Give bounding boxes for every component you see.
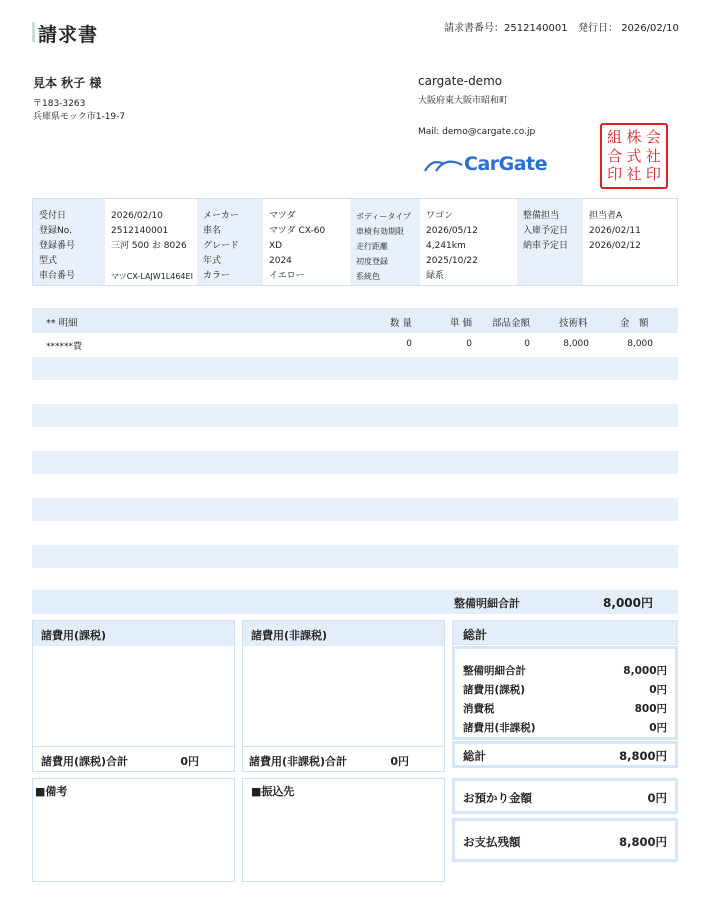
col-parts: 部品金額 — [492, 318, 531, 329]
table-row — [32, 404, 678, 428]
detail-rows — [32, 333, 678, 592]
col-qty: 数 量 — [390, 318, 413, 329]
untaxed-fees-box — [242, 620, 445, 772]
issue-date — [578, 19, 679, 34]
deposit-box — [452, 778, 678, 814]
summary-line: 整備明細合計 8,000円 — [463, 665, 667, 677]
col-tech: 技術料 — [559, 318, 588, 329]
table-row — [32, 474, 678, 498]
info-col3-values: ワゴン 2026/05/12 4,241km 2025/10/22 緑系 — [426, 211, 478, 281]
summary-line: 消費税 800円 — [463, 703, 667, 715]
taxed-fees-total-value: 0円 — [180, 755, 199, 768]
untaxed-fees-total-value: 0円 — [390, 755, 409, 768]
logo-arc-icon — [424, 156, 464, 172]
table-row — [32, 427, 678, 451]
table-row — [32, 451, 678, 475]
grand-total-label: 総計 — [463, 749, 486, 763]
remarks-title: ■備考 — [35, 785, 68, 798]
vehicle-info-grid — [32, 198, 678, 286]
detail-total-value: 8,000円 — [603, 596, 653, 610]
summary-lines — [452, 646, 678, 740]
summary-line: 諸費用(非課税) 0円 — [463, 722, 667, 734]
cargate-logo — [424, 150, 547, 178]
transfer-box — [242, 778, 445, 882]
col-unit: 単 価 — [450, 318, 473, 329]
invoice-number — [444, 19, 568, 34]
untaxed-fees-title: 諸費用(非課税) — [243, 621, 444, 646]
info-col1-labels: 受付日 登録No. 登録番号 型式 車台番号 — [33, 199, 105, 285]
table-row — [32, 568, 678, 592]
company-address: 大阪府東大阪市昭和町 — [418, 96, 509, 106]
detail-table-header — [32, 308, 678, 333]
info-col4-values: 担当者A 2026/02/11 2026/02/12 — [589, 211, 641, 251]
summary-title: 総計 — [452, 620, 678, 645]
col-amount: 金 額 — [620, 318, 649, 329]
grand-total-value: 8,800円 — [619, 749, 667, 763]
table-row — [32, 357, 678, 381]
untaxed-fees-total — [243, 746, 444, 771]
title-accent-bar — [32, 22, 35, 42]
issue-date-value: 2026/02/10 — [621, 23, 679, 34]
table-row — [32, 333, 678, 357]
taxed-fees-total-label: 諸費用(課税)合計 — [41, 755, 129, 768]
summary-line: 諸費用(課税) 0円 — [463, 684, 667, 696]
customer-address — [33, 98, 125, 124]
untaxed-fees-total-label: 諸費用(非課税)合計 — [249, 755, 348, 768]
row-item: ******費 — [46, 342, 83, 352]
table-row — [32, 521, 678, 545]
info-col3-labels: ボディータイプ 車検有効期限 走行距離 初度登録 系統色 — [350, 199, 420, 285]
table-row — [32, 545, 678, 569]
company-mail: Mail: demo@cargate.co.jp — [418, 127, 536, 137]
info-col2-values: マツダ マツダ CX-60 XD 2024 イエロー — [269, 211, 326, 281]
customer-name: 見本 秋子 様 — [33, 76, 102, 90]
transfer-title: ■振込先 — [251, 785, 295, 798]
logo-text: CarGate — [464, 153, 548, 175]
col-item: ** 明細 — [46, 318, 78, 329]
row-tech: 8,000 — [563, 339, 589, 349]
remarks-box — [32, 778, 235, 882]
info-col4-labels: 整備担当 入庫予定日 納車予定日 — [517, 199, 583, 285]
taxed-fees-title: 諸費用(課税) — [33, 621, 234, 646]
table-row — [32, 498, 678, 522]
balance-box — [452, 818, 678, 862]
balance-label: お支払残額 — [463, 835, 521, 849]
row-amount: 8,000 — [627, 339, 653, 349]
row-unit: 0 — [466, 339, 472, 349]
row-parts: 0 — [524, 339, 530, 349]
deposit-value: 0円 — [647, 791, 667, 805]
page-title: 請求書 — [38, 24, 99, 46]
grand-total — [452, 741, 678, 768]
detail-table — [32, 308, 678, 592]
balance-value: 8,800円 — [619, 835, 667, 849]
customer-zip: 〒183-3263 — [33, 99, 86, 109]
info-col1-values: 2026/02/10 2512140001 三河 500 お 8026 マツCX-LAJW1L464EI — [111, 211, 193, 281]
invoice-number-label: 請求書番号： — [444, 23, 504, 34]
customer-street: 兵庫県モック市1-19-7 — [33, 112, 126, 122]
info-col2-labels: メーカー 車名 グレード 年式 カラー — [197, 199, 263, 285]
row-qty: 0 — [406, 339, 412, 349]
company-seal: 組 株 会 合 式 社 印 社 印 — [600, 123, 668, 189]
taxed-fees-box — [32, 620, 235, 772]
table-row — [32, 380, 678, 404]
deposit-label: お預かり金額 — [463, 791, 532, 805]
taxed-fees-total — [33, 746, 234, 771]
issue-date-label: 発行日： — [578, 23, 618, 34]
detail-total-row — [32, 590, 678, 614]
invoice-number-value: 2512140001 — [504, 23, 568, 34]
detail-total-label: 整備明細合計 — [454, 597, 520, 610]
company-name: cargate-demo — [418, 74, 503, 88]
